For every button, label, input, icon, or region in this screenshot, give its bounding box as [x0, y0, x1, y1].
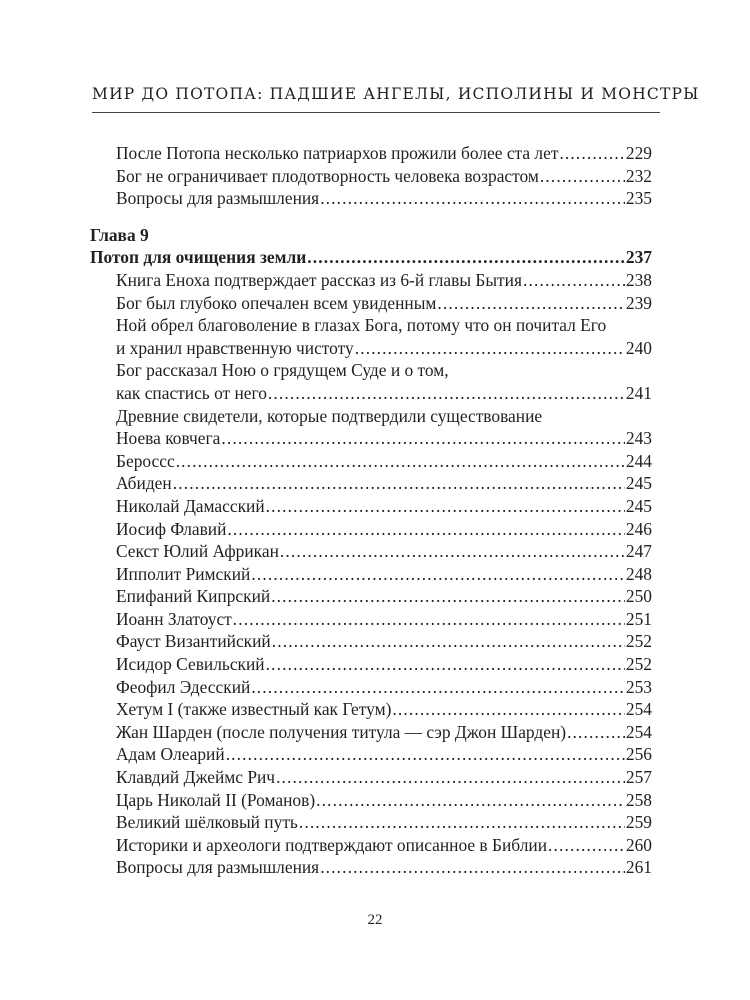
toc-entry-page: 247 [625, 541, 652, 562]
toc-entry-page: 243 [625, 428, 652, 449]
toc-entry-page: 250 [625, 586, 652, 607]
toc-entry-page: 256 [625, 744, 652, 765]
toc-entry-title: Царь Николай II (Романов) [116, 789, 316, 810]
toc-entry-page: 244 [625, 450, 652, 471]
toc-entry [90, 811, 652, 834]
toc-entry-title: Иосиф Флавий [116, 518, 227, 539]
toc-entry-page: 258 [625, 789, 652, 810]
dot-leader [266, 653, 625, 676]
toc-entry-title: Хетум I (также известный как Гетум) [116, 699, 392, 720]
dot-leader [226, 743, 625, 766]
toc-entry [90, 698, 652, 721]
toc-entry-line [90, 314, 652, 337]
toc-entry-title: Бероссс [116, 450, 175, 471]
dot-leader [307, 246, 625, 269]
toc-entry-page: 252 [625, 654, 652, 675]
dot-leader [176, 450, 625, 473]
dot-leader [221, 427, 625, 450]
dot-leader [548, 834, 625, 857]
toc-entry [90, 518, 652, 541]
dot-leader [251, 563, 625, 586]
toc-entry-page: 260 [625, 834, 652, 855]
toc-entry-title: Бог был глубоко опечален всем увиденным [116, 292, 437, 313]
toc-entry [90, 630, 652, 653]
chapter-label [90, 224, 652, 247]
toc-entry-page: 252 [625, 631, 652, 652]
toc-entry-title: Фауст Византийский [116, 631, 271, 652]
chapter-label-text: Глава 9 [90, 224, 149, 245]
dot-leader [540, 165, 625, 188]
chapter-title-entry [90, 246, 652, 269]
dot-leader [320, 187, 625, 210]
dot-leader [523, 269, 625, 292]
dot-leader [299, 811, 625, 834]
dot-leader [251, 676, 625, 699]
chapter-page: 237 [625, 247, 652, 268]
toc-entry-page: 261 [625, 857, 652, 878]
dot-leader [272, 630, 625, 653]
dot-leader [173, 472, 625, 495]
toc-entry-title: Историки и археологи подтверждают описанное в Библии [116, 834, 547, 855]
toc-entry-title: Исидор Севильский [116, 654, 265, 675]
toc-entry-page: 232 [625, 165, 652, 186]
toc-entry [90, 165, 652, 188]
toc-entry-page: 238 [625, 269, 652, 290]
toc-entry [90, 743, 652, 766]
toc-entry [90, 427, 652, 450]
toc-entry [90, 676, 652, 699]
toc-entry [90, 292, 652, 315]
toc-entry-title: Великий шёлковый путь [116, 812, 298, 833]
toc-entry [90, 653, 652, 676]
toc-entry-title: Епифаний Кипрский [116, 586, 271, 607]
toc-entry-title: и хранил нравственную чистоту [116, 337, 354, 358]
toc-entry [90, 472, 652, 495]
toc-entry-page: 246 [625, 518, 652, 539]
dot-leader [268, 382, 625, 405]
table-of-contents [90, 142, 652, 879]
dot-leader [316, 789, 625, 812]
dot-leader [280, 540, 625, 563]
dot-leader [355, 337, 625, 360]
toc-entry-page: 257 [625, 767, 652, 788]
toc-entry-line [90, 405, 652, 428]
toc-entry-line [90, 359, 652, 382]
dot-leader [437, 292, 624, 315]
toc-entry-title: Абиден [116, 473, 172, 494]
toc-entry-page: 235 [625, 188, 652, 209]
toc-entry-title: Иоанн Златоуст [116, 608, 232, 629]
toc-entry-title: После Потопа несколько патриархов прожили более ста лет [116, 143, 559, 163]
toc-entry-page: 248 [625, 563, 652, 584]
dot-leader [567, 721, 625, 744]
toc-entry [90, 450, 652, 473]
toc-entry-title-line1: Бог рассказал Ною о грядущем Суде и о том, [116, 360, 449, 381]
toc-entry [90, 382, 652, 405]
chapter-title: Потоп для очищения земли [90, 247, 307, 268]
running-header: МИР ДО ПОТОПА: ПАДШИЕ АНГЕЛЫ, ИСПОЛИНЫ И МОНСТРЫ [92, 85, 700, 103]
toc-entry [90, 269, 652, 292]
toc-entry-title: Ипполит Римский [116, 563, 251, 584]
toc-entry-title: Секст Юлий Африкан [116, 541, 279, 562]
toc-entry [90, 608, 652, 631]
toc-entry-title: Феофил Эдесский [116, 676, 251, 697]
toc-entry-title: Жан Шарден (после получения титула — сэр Джон Шарден) [116, 721, 567, 742]
toc-entry-title: Бог не ограничивает плодотворность человека возрастом [116, 165, 539, 186]
toc-entry-page: 253 [625, 676, 652, 697]
toc-entry-title-line1: Ной обрел благоволение в глазах Бога, потому что он почитал Его [116, 315, 607, 336]
toc-entry-title: Николай Дамасский [116, 495, 265, 516]
dot-leader [559, 142, 624, 165]
toc-entry-title: Адам Олеарий [116, 744, 225, 765]
toc-entry [90, 721, 652, 744]
dot-leader [227, 518, 624, 541]
toc-entry [90, 540, 652, 563]
toc-entry-page: 254 [625, 699, 652, 720]
toc-entry-page: 245 [625, 473, 652, 494]
toc-entry-page: 239 [625, 292, 652, 313]
toc-entry [90, 789, 652, 812]
toc-entry-title: Вопросы для размышления [116, 857, 320, 878]
toc-entry [90, 585, 652, 608]
toc-entry-title: Вопросы для размышления [116, 188, 320, 209]
toc-entry-page: 241 [625, 382, 652, 403]
dot-leader [271, 585, 625, 608]
toc-entry-title: как спастись от него [116, 382, 267, 403]
toc-entry-page: 254 [625, 721, 652, 742]
toc-entry [90, 834, 652, 857]
header-rule [92, 112, 660, 113]
dot-leader [392, 698, 624, 721]
toc-entry-title-line1: Древние свидетели, которые подтвердили существование [116, 405, 543, 426]
dot-leader [266, 495, 625, 518]
toc-entry [90, 856, 652, 879]
toc-entry-page: 245 [625, 495, 652, 516]
toc-entry-title: Клавдий Джеймс Рич [116, 767, 276, 788]
toc-entry-title: Книга Еноха подтверждает рассказ из 6-й главы Бытия [116, 269, 522, 290]
page-number: 22 [367, 912, 383, 928]
dot-leader [320, 856, 625, 879]
dot-leader [276, 766, 625, 789]
toc-entry-page: 251 [625, 608, 652, 629]
toc-entry [90, 495, 652, 518]
toc-entry-page: 240 [625, 337, 652, 358]
toc-entry-title: Ноева ковчега [116, 428, 221, 449]
toc-entry [90, 766, 652, 789]
toc-entry-page: 229 [625, 143, 652, 163]
toc-entry-page: 259 [625, 812, 652, 833]
toc-entry [90, 142, 652, 165]
toc-entry [90, 337, 652, 360]
toc-entry [90, 187, 652, 210]
toc-entry [90, 563, 652, 586]
dot-leader [233, 608, 625, 631]
